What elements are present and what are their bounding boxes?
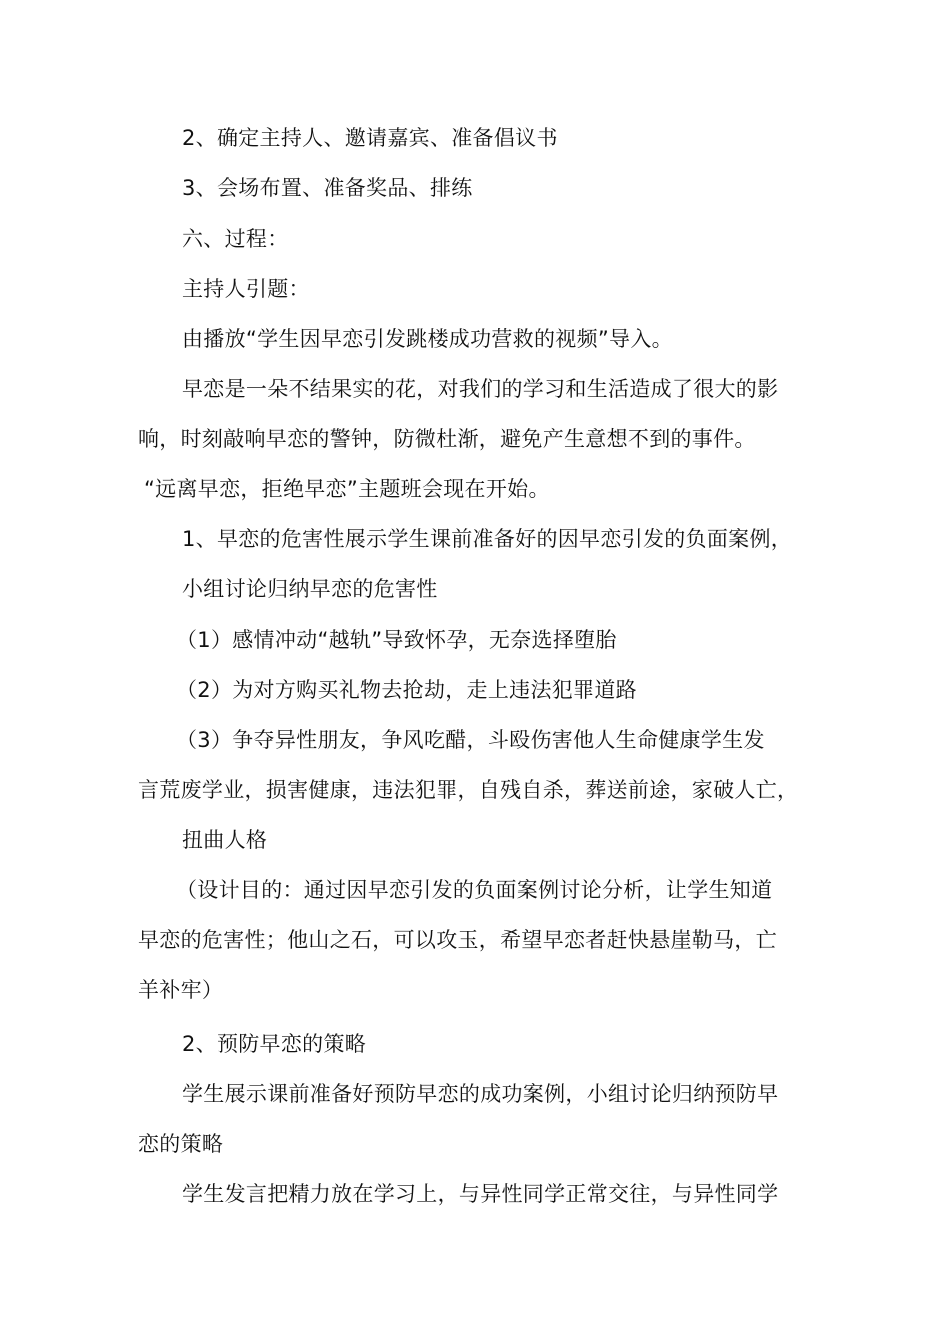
section-heading: 六、过程：: [182, 227, 289, 251]
text-line: （设计目的：通过因早恋引发的负面案例讨论分析，让学生知道: [176, 878, 773, 902]
text-line: 小组讨论归纳早恋的危害性: [182, 577, 438, 601]
text-line: 恋的策略: [138, 1132, 224, 1156]
text-line: 主持人引题：: [182, 277, 310, 301]
text-line: 响，时刻敲响早恋的警钟，防微杜渐，避免产生意想不到的事件。: [138, 427, 756, 451]
text-line: 1、早恋的危害性展示学生课前准备好的因早恋引发的负面案例，: [182, 527, 793, 551]
text-line: 由播放“学生因早恋引发跳楼成功营救的视频”导入。: [182, 327, 673, 351]
section-heading: 2、预防早恋的策略: [182, 1032, 367, 1056]
text-line: 羊补牢）: [138, 978, 224, 1002]
text-line: 早恋的危害性；他山之石，可以攻玉，希望早恋者赶快悬崖勒马，亡: [138, 928, 777, 952]
text-line: 2、确定主持人、邀请嘉宾、准备倡议书: [182, 126, 558, 150]
text-line: 学生发言把精力放在学习上，与异性同学正常交往，与异性同学: [182, 1182, 779, 1206]
text-line: 3、会场布置、准备奖品、排练: [182, 176, 473, 200]
text-line: 学生展示课前准备好预防早恋的成功案例，小组讨论归纳预防早: [182, 1082, 779, 1106]
list-item: （2）为对方购买礼物去抢劫，走上违法犯罪道路: [176, 678, 637, 702]
text-line: “远离早恋，拒绝早恋”主题班会现在开始。: [144, 477, 550, 501]
list-item: （1）感情冲动“越轨”导致怀孕，无奈选择堕胎: [176, 628, 617, 652]
list-item: （3）争夺异性朋友，争风吃醋，斗殴伤害他人生命健康学生发: [176, 728, 765, 752]
text-line: 扭曲人格: [182, 828, 268, 852]
text-line: 言荒废学业，损害健康，违法犯罪，自残自杀，葬送前途，家破人亡，: [138, 778, 799, 802]
text-line: 早恋是一朵不结果实的花，对我们的学习和生活造成了很大的影: [182, 377, 779, 401]
